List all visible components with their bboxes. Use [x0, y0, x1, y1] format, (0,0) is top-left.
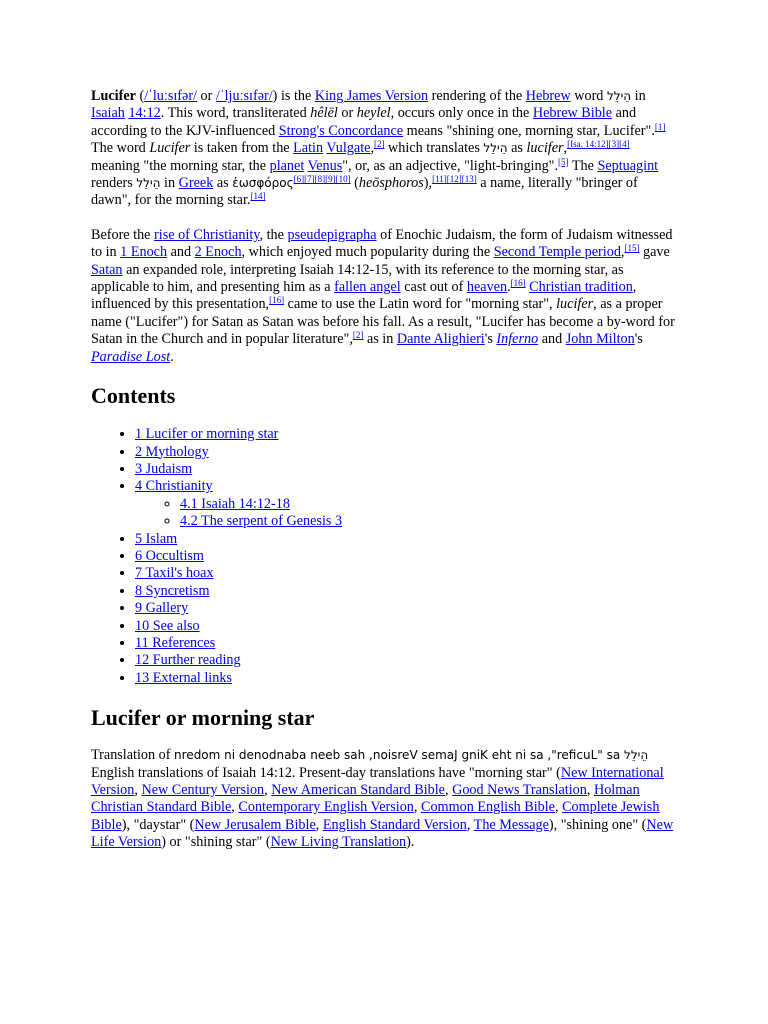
- link-niv[interactable]: New International Version: [91, 764, 664, 798]
- citation-15[interactable]: [15]: [624, 243, 640, 254]
- text: is taken from the: [190, 140, 294, 157]
- toc-item: [135, 444, 679, 461]
- link-planet[interactable]: planet: [269, 157, 305, 174]
- link-gnt[interactable]: Good News Translation: [452, 782, 587, 798]
- toc-item: [135, 531, 679, 548]
- link-the-message[interactable]: The Message: [473, 816, 549, 833]
- text: came to use the Latin word for "morning star",: [284, 296, 557, 313]
- text: cast out of: [400, 279, 467, 296]
- text: ), "shining one" (: [548, 816, 647, 833]
- table-of-contents: [91, 426, 679, 687]
- toc-subitem: [180, 513, 679, 530]
- citations-11-13[interactable]: [11][12][13]: [432, 174, 477, 185]
- link-second-temple-period[interactable]: Second Temple period: [493, 244, 621, 261]
- toc-item: [135, 652, 679, 669]
- toc-item: [135, 461, 679, 478]
- text: an expanded role, interpreting Isaiah 14:12-15, with its reference to the morning star, as applicable to him, and presenting him as a: [91, 261, 624, 296]
- section-heading: Lucifer or morning star: [91, 705, 315, 731]
- text: a name, literally "bringer of dawn", for the morning star.: [91, 175, 638, 209]
- toc-link-judaism[interactable]: 3 Judaism: [135, 460, 193, 477]
- link-septuagint[interactable]: Septuagint: [597, 157, 659, 174]
- text: of Enochic Judaism, the form of Judaism witnessed to in: [91, 226, 673, 261]
- toc-link-serpent-genesis[interactable]: 4.2 The serpent of Genesis 3: [180, 513, 343, 530]
- text: ).: [406, 834, 415, 851]
- text: in: [631, 88, 646, 104]
- toc-link-further-reading[interactable]: 12 Further reading: [135, 652, 241, 669]
- text: , influenced by this presentation,: [91, 279, 637, 313]
- link-hebrew-bible[interactable]: Hebrew Bible: [532, 105, 613, 122]
- text: as: [507, 140, 527, 157]
- toc-link-taxils-hoax[interactable]: 7 Taxil's hoax: [135, 565, 214, 582]
- text: (: [135, 88, 145, 104]
- hebrew-word: הֵילֵל: [606, 89, 632, 103]
- toc-item: [135, 635, 679, 652]
- toc-link-lucifer-or-morning-star[interactable]: 1 Lucifer or morning star: [135, 426, 279, 443]
- link-christian-tradition[interactable]: Christian tradition: [529, 279, 633, 296]
- toc-link-islam[interactable]: 5 Islam: [135, 530, 178, 547]
- link-dante[interactable]: Dante Alighieri: [396, 331, 485, 348]
- second-paragraph: [91, 227, 679, 366]
- citation-16a[interactable]: [16]: [510, 278, 526, 289]
- link-hebrew[interactable]: Hebrew: [525, 88, 571, 104]
- text: ,: [413, 799, 421, 816]
- text: in: [160, 175, 179, 192]
- text: word: [570, 88, 607, 104]
- link-isaiah-ref[interactable]: 14:12: [128, 105, 161, 122]
- ipa-link-2[interactable]: /ˈljuːsɪfər/: [215, 88, 273, 104]
- toc-link-gallery[interactable]: 9 Gallery: [135, 600, 189, 617]
- text: or: [337, 105, 357, 122]
- toc-link-isaiah[interactable]: 4.1 Isaiah 14:12-18: [180, 495, 290, 512]
- citation-4[interactable]: [4]: [619, 139, 630, 150]
- link-ncv[interactable]: New Century Version: [141, 782, 265, 798]
- text: .: [170, 348, 174, 365]
- text: The: [568, 157, 598, 174]
- text: 's: [484, 331, 497, 348]
- citation-1[interactable]: [1]: [654, 121, 666, 132]
- text: (: [350, 175, 359, 192]
- text: ,: [620, 244, 625, 261]
- text: as in: [363, 331, 397, 348]
- text: ", or, as an adjective, "light-bringing".: [342, 157, 559, 174]
- toc-link-external-links[interactable]: 13 External links: [135, 669, 232, 686]
- text: English translations of Isaiah 14:12. Present-day translations have "morning star" (: [91, 764, 561, 781]
- text: rendering of the: [428, 88, 526, 104]
- link-inferno[interactable]: Inferno: [496, 331, 539, 348]
- text: , which enjoyed much popularity during the: [241, 244, 494, 261]
- citation-isa[interactable]: [Isa. 14:12]: [567, 139, 609, 150]
- term: heōsphoros: [358, 175, 424, 192]
- link-satan[interactable]: Satan: [91, 261, 123, 278]
- toc-link-syncretism[interactable]: 8 Syncretism: [135, 582, 210, 599]
- toc-link-references[interactable]: 11 References: [135, 634, 216, 651]
- text: ,: [466, 816, 474, 833]
- text: . This word, transliterated: [160, 105, 311, 122]
- contents-heading: Contents: [91, 383, 176, 409]
- text: ,: [586, 782, 594, 798]
- text: , as a proper name ("Lucifer") for Satan as Satan was before his fall. As a result, "Lucifer has become a by-word for Satan in the Church and in popular literature",: [91, 296, 675, 348]
- article-subject: Lucifer: [91, 88, 136, 104]
- link-esv[interactable]: English Standard Version: [322, 816, 467, 833]
- text: ),: [423, 175, 433, 192]
- text: ,: [563, 140, 568, 157]
- text: renders: [91, 175, 137, 192]
- intro-paragraph: [91, 88, 679, 210]
- link-venus[interactable]: Venus: [307, 157, 343, 174]
- link-strongs[interactable]: Strong's Concordance: [278, 122, 404, 139]
- link-nlv[interactable]: New Life Version: [91, 816, 674, 851]
- text: gave: [639, 244, 670, 261]
- toc-item: [135, 583, 679, 600]
- toc-item: [135, 478, 679, 530]
- term: lucifer: [526, 140, 564, 157]
- text: ,: [444, 782, 453, 798]
- citations-6-10[interactable]: [6][7][8][9][10]: [293, 174, 351, 185]
- toc-link-mythology[interactable]: 2 Mythology: [135, 443, 209, 460]
- link-paradise-lost[interactable]: Paradise Lost: [91, 348, 171, 365]
- citation-14[interactable]: [14]: [250, 191, 266, 202]
- text: 's: [634, 331, 643, 348]
- text: and: [538, 331, 566, 348]
- text: , occurs only once in the: [390, 105, 533, 122]
- link-kjv[interactable]: King James Version: [314, 88, 429, 104]
- toc-subitem: [180, 496, 679, 513]
- text: The word: [91, 140, 150, 157]
- text: or: [197, 88, 216, 104]
- link-pseudepigrapha[interactable]: pseudepigrapha: [287, 226, 377, 243]
- link-njb[interactable]: New Jerusalem Bible: [194, 816, 316, 833]
- toc-item: [135, 565, 679, 582]
- text: means "shining one, morning star, Lucifer".: [403, 122, 655, 139]
- text: ), "daystar" (: [121, 816, 195, 833]
- link-heaven[interactable]: heaven: [466, 279, 508, 296]
- link-vulgate[interactable]: Vulgate: [326, 140, 371, 157]
- text: ,: [231, 799, 239, 816]
- link-greek[interactable]: Greek: [178, 175, 214, 192]
- link-nasb[interactable]: New American Standard Bible: [271, 782, 445, 798]
- greek-word: ἑωσφόρος: [232, 176, 294, 191]
- link-nlt[interactable]: New Living Translation: [270, 834, 407, 851]
- text: ,: [554, 799, 563, 816]
- hebrew-word: הֵילֵל: [136, 176, 161, 191]
- text: and: [167, 244, 195, 261]
- toc-link-christianity[interactable]: 4 Christianity: [135, 478, 213, 495]
- link-rise-of-christianity[interactable]: rise of Christianity: [154, 226, 260, 243]
- term: lucifer: [556, 296, 594, 313]
- section-paragraph: [91, 747, 679, 851]
- transliteration: hêlēl: [310, 105, 338, 122]
- citation-5[interactable]: [5]: [558, 156, 569, 167]
- link-cev[interactable]: Contemporary English Version: [238, 799, 414, 816]
- link-latin[interactable]: Latin: [293, 140, 324, 157]
- mirrored-text: הֵילֵל as "Lucifer", as in the King James Version, has been abandoned in modern: [174, 748, 649, 763]
- toc-sublist: [135, 496, 679, 531]
- citation-2b[interactable]: [2]: [352, 330, 364, 341]
- text: meaning "the morning star, the: [91, 157, 270, 174]
- link-cjb[interactable]: Complete Jewish Bible: [91, 799, 660, 833]
- citation-16b[interactable]: [16]: [269, 295, 285, 306]
- transliteration-alt: heylel: [356, 105, 391, 122]
- link-1-enoch[interactable]: 1 Enoch: [120, 244, 168, 261]
- text: ,: [134, 782, 142, 798]
- article-body: [91, 88, 679, 852]
- link-fallen-angel[interactable]: fallen angel: [334, 279, 401, 296]
- citation-3[interactable]: [3]: [608, 139, 620, 150]
- link-isaiah[interactable]: Isaiah: [91, 105, 125, 122]
- link-hcsb[interactable]: Holman Christian Standard Bible: [91, 782, 640, 816]
- toc-item: [135, 548, 679, 565]
- text: as: [213, 175, 233, 192]
- text: ,: [370, 140, 374, 157]
- text: Translation of: [91, 747, 175, 764]
- toc-item: [135, 670, 679, 687]
- term: Lucifer: [149, 140, 191, 157]
- toc-item: [135, 426, 679, 443]
- text: which translates: [384, 140, 484, 157]
- text: ,: [264, 782, 272, 798]
- text: , the: [259, 226, 288, 243]
- citation-2[interactable]: [2]: [374, 139, 385, 150]
- toc-item: [135, 618, 679, 635]
- text: ) is the: [272, 88, 315, 104]
- hebrew-word: הֵילֵל: [483, 141, 508, 156]
- text: .: [507, 279, 511, 296]
- toc-link-see-also[interactable]: 10 See also: [135, 617, 200, 634]
- toc-item: [135, 600, 679, 617]
- ipa-link-1[interactable]: /ˈluːsɪfər/: [144, 88, 197, 104]
- link-ceb[interactable]: Common English Bible: [420, 799, 555, 816]
- text: ,: [315, 816, 323, 833]
- link-john-milton[interactable]: John Milton: [565, 331, 635, 348]
- text: and according to the KJV-influenced: [91, 105, 637, 139]
- link-2-enoch[interactable]: 2 Enoch: [194, 244, 242, 261]
- text: Before the: [91, 226, 155, 243]
- toc-link-occultism[interactable]: 6 Occultism: [135, 547, 204, 564]
- text: ) or "shining star" (: [161, 834, 271, 851]
